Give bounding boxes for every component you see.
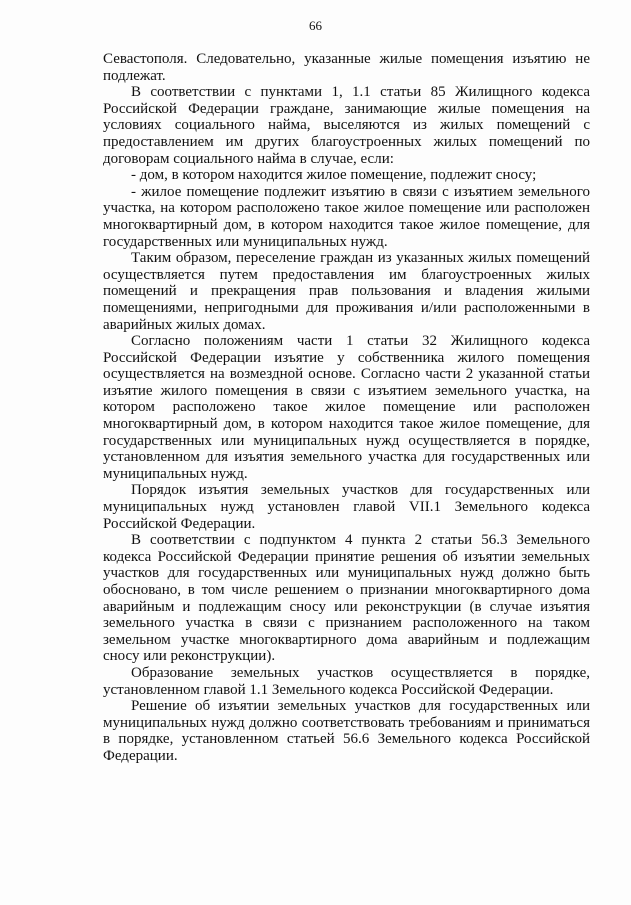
paragraph-continuation: Севастополя. Следовательно, указанные жилые помещения изъятию не подлежат. bbox=[103, 51, 590, 84]
paragraph-chapter-1-1: Образование земельных участков осуществляется в порядке, установленном главой 1.1 Земельного кодекса Российской Федерации. bbox=[103, 664, 590, 698]
paragraph-resettlement: Таким образом, переселение граждан из указанных жилых помещений осуществляется путем предоставления им благоустроенных жилых помещений и прекращения прав пользования и владения жилыми помещениями, непригодными для проживания и/или расположенными в аварийных жилых домах. bbox=[103, 250, 590, 333]
list-item-land-seizure: - жилое помещение подлежит изъятию в связи с изъятием земельного участка, на котором расположено такое жилое помещение или расположен многоквартирный дом, в котором находится такое жилое помещение, для государственных или муниципальных нужд. bbox=[103, 183, 590, 250]
paragraph-article-56-3: В соответствии с подпунктом 4 пункта 2 статьи 56.3 Земельного кодекса Российской Федерации принятие решения об изъятии земельных участков для государственных или муниципальных нужд должно быть обосновано, в том числе решением о признании многоквартирного дома аварийным и подлежащим сносу или реконструкции (в случае изъятия земельного участка в связи с признанием расположенного на таком земельном участке многоквартирного дома аварийным и подлежащим сносу или реконструкции). bbox=[103, 532, 590, 665]
list-item-demolition: - дом, в котором находится жилое помещение, подлежит сносу; bbox=[131, 167, 537, 184]
paragraph-article-56-6: Решение об изъятии земельных участков для государственных или муниципальных нужд должно соответствовать требованиям и приниматься в порядке, установленном статьей 56.6 Земельного кодекса Российской Федерации. bbox=[103, 698, 590, 764]
paragraph-article-32: Согласно положениям части 1 статьи 32 Жилищного кодекса Российской Федерации изъятие у собственника жилого помещения осуществляется на возмездной основе. Согласно части 2 указанной статьи изъятие жилого помещения в связи с изъятием земельного участка, на котором расположено такое жилое помещение или расположен многоквартирный дом, в котором находится такое жилое помещение, для государственных или муниципальных нужд осуществляется в порядке, установленном для изъятия земельного участка для государственных или муниципальных нужд. bbox=[103, 333, 590, 482]
paragraph-article-85: В соответствии с пунктами 1, 1.1 статьи 85 Жилищного кодекса Российской Федерации граждане, занимающие жилые помещения на условиях социального найма, выселяются из жилых помещений с предоставлением им других благоустроенных жилых помещений по договорам социального найма в случае, если: bbox=[103, 84, 590, 167]
paragraph-chapter-vii-1: Порядок изъятия земельных участков для государственных или муниципальных нужд установлен главой VII.1 Земельного кодекса Российской Федерации. bbox=[103, 482, 590, 532]
page-number: 66 bbox=[309, 18, 322, 33]
document-body bbox=[103, 51, 590, 765]
